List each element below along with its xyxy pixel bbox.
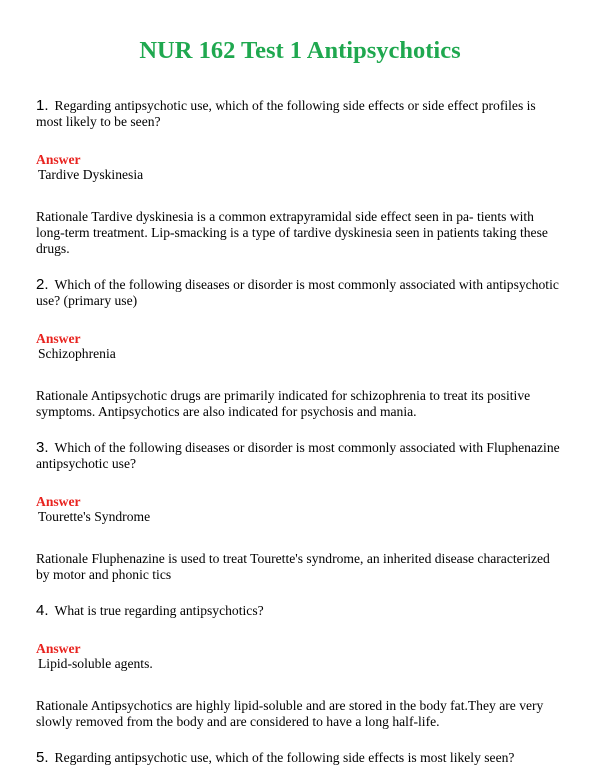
rationale-text: Rationale Tardive dyskinesia is a common extrapyramidal side effect seen in pa- tients with long-term treatment. Lip-smacking is a type of tardive dyskinesia seen in patients taking these drugs. <box>36 209 548 256</box>
question-text <box>36 277 564 309</box>
question-number: 1. <box>36 97 49 114</box>
question-text <box>36 98 564 130</box>
question-block-2 <box>36 277 564 420</box>
question-body: Regarding antipsychotic use, which of the following side effects or side effect profiles is most likely to be seen? <box>36 98 536 129</box>
question-number: 3. <box>36 439 49 456</box>
answer-label: Answer <box>36 152 81 167</box>
question-block-3 <box>36 440 564 583</box>
rationale-text: Rationale Fluphenazine is used to treat Tourette's syndrome, an inherited disease characterized by motor and phonic tics <box>36 551 550 582</box>
answer-label: Answer <box>36 331 81 346</box>
question-number: 4. <box>36 602 49 619</box>
question-body: Which of the following diseases or disorder is most commonly associated with antipsychotic use? (primary use) <box>36 277 559 308</box>
question-text <box>36 440 564 472</box>
question-body: Regarding antipsychotic use, which of the following side effects is most likely seen? <box>54 750 515 765</box>
question-block-4 <box>36 603 564 730</box>
question-body: What is true regarding antipsychotics? <box>54 603 264 618</box>
answer-label: Answer <box>36 641 81 656</box>
question-number: 5. <box>36 749 49 766</box>
answer-text: Tourette's Syndrome <box>38 509 151 524</box>
question-block-1 <box>36 98 564 257</box>
rationale-text: Rationale Antipsychotics are highly lipid-soluble and are stored in the body fat.They are very slowly removed from the body and are considered to have a long half-life. <box>36 698 544 729</box>
answer-text: Schizophrenia <box>38 346 116 361</box>
question-number: 2. <box>36 276 49 293</box>
rationale-text: Rationale Antipsychotic drugs are primarily indicated for schizophrenia to treat its positive symptoms. Antipsychotics are also indicated for psychosis and mania. <box>36 388 531 419</box>
answer-label: Answer <box>36 494 81 509</box>
answer-text: Lipid-soluble agents. <box>38 656 153 671</box>
question-text <box>36 603 564 619</box>
answer-text: Tardive Dyskinesia <box>38 167 144 182</box>
page-title: NUR 162 Test 1 Antipsychotics <box>139 37 461 64</box>
question-block-5 <box>36 750 564 766</box>
question-body: Which of the following diseases or disorder is most commonly associated with Fluphenazine antipsychotic use? <box>36 440 560 471</box>
question-text <box>36 750 564 766</box>
